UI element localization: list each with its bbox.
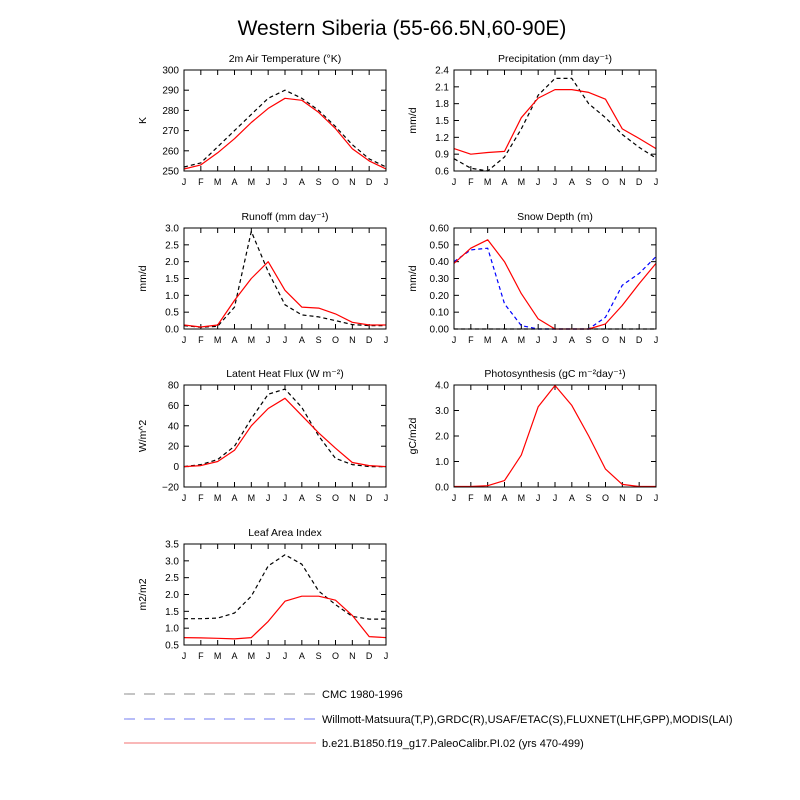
panel-title: Photosynthesis (gC m⁻²day⁻¹) <box>484 368 626 380</box>
panel-1 <box>137 53 388 187</box>
x-tick-label: D <box>635 177 643 187</box>
y-axis-label: mm/d <box>407 107 419 134</box>
x-tick-label: J <box>282 177 288 187</box>
x-tick-label: O <box>331 493 340 503</box>
panel-title: Precipitation (mm day⁻¹) <box>497 53 613 65</box>
plot-frame <box>184 544 386 645</box>
x-tick-label: F <box>198 335 204 345</box>
x-tick-label: J <box>451 335 457 345</box>
y-tick-label: 0.60 <box>429 223 449 235</box>
x-tick-label: S <box>315 493 322 503</box>
y-tick-label: 0.5 <box>165 307 179 319</box>
x-tick-label: D <box>635 493 643 503</box>
panel-title: 2m Air Temperature (°K) <box>228 53 342 65</box>
x-tick-label: O <box>601 335 610 345</box>
x-tick-label: J <box>181 651 187 661</box>
legend <box>124 689 733 750</box>
x-tick-label: J <box>265 651 271 661</box>
panel-3 <box>137 211 388 345</box>
x-tick-label: J <box>265 177 271 187</box>
x-tick-label: F <box>468 335 474 345</box>
y-tick-label: 2.5 <box>165 240 179 252</box>
x-tick-label: N <box>619 493 626 503</box>
x-tick-label: A <box>501 335 508 345</box>
x-tick-label: J <box>282 651 288 661</box>
y-tick-label: 1.5 <box>435 116 449 127</box>
x-tick-label: M <box>213 335 222 345</box>
x-tick-label: J <box>282 493 288 503</box>
x-tick-label: A <box>231 335 238 345</box>
x-tick-label: M <box>213 177 222 187</box>
x-tick-label: A <box>568 493 575 503</box>
panel-7 <box>137 527 388 661</box>
x-tick-label: O <box>331 177 340 187</box>
y-axis-label: mm/d <box>137 265 149 292</box>
x-tick-label: N <box>619 335 626 345</box>
y-tick-label: 2.0 <box>165 257 179 269</box>
x-tick-label: J <box>653 335 659 345</box>
panel-title: Snow Depth (m) <box>517 211 593 223</box>
x-tick-label: O <box>331 335 340 345</box>
legend-label-2: Willmott-Matsuura(T,P),GRDC(R),USAF/ETAC(S),FLUXNET(LHF,GPP),MODIS(LAI) <box>322 714 733 726</box>
x-tick-label: D <box>365 493 373 503</box>
y-tick-label: 0.0 <box>165 324 179 336</box>
x-tick-label: J <box>383 335 389 345</box>
series-line-cmc <box>184 231 386 327</box>
x-tick-label: A <box>231 177 238 187</box>
y-tick-label: 0.0 <box>435 482 449 494</box>
x-tick-label: N <box>349 493 356 503</box>
x-tick-label: D <box>365 335 373 345</box>
y-tick-label: 250 <box>162 166 179 178</box>
x-tick-label: J <box>552 493 558 503</box>
series-line-obs <box>454 248 656 329</box>
y-tick-label: 0.50 <box>429 240 449 252</box>
y-tick-label: 1.0 <box>165 623 179 635</box>
x-tick-label: J <box>383 493 389 503</box>
x-tick-label: S <box>315 177 322 187</box>
y-axis-label: m2/m2 <box>137 578 149 611</box>
x-tick-label: M <box>247 335 256 345</box>
x-tick-label: O <box>601 493 610 503</box>
plot-frame <box>454 385 656 487</box>
plot-frame <box>454 228 656 329</box>
x-tick-label: M <box>247 493 256 503</box>
x-tick-label: A <box>298 177 305 187</box>
x-tick-label: A <box>568 177 575 187</box>
y-axis-label: K <box>137 116 149 125</box>
panel-5 <box>137 368 388 503</box>
x-tick-label: J <box>265 335 271 345</box>
x-tick-label: M <box>247 177 256 187</box>
x-tick-label: A <box>298 651 305 661</box>
y-tick-label: 3.0 <box>165 223 179 235</box>
legend-label-3: b.e21.B1850.f19_g17.PaleoCalibr.PI.02 (yrs 470-499) <box>322 738 584 750</box>
x-tick-label: F <box>468 177 474 187</box>
y-tick-label: 0.40 <box>429 257 449 269</box>
x-tick-label: J <box>383 651 389 661</box>
y-tick-label: 40 <box>167 421 179 433</box>
x-tick-label: D <box>635 335 643 345</box>
x-tick-label: F <box>468 493 474 503</box>
x-tick-label: A <box>231 651 238 661</box>
x-tick-label: J <box>653 177 659 187</box>
y-tick-label: 3.0 <box>435 406 449 417</box>
y-tick-label: 270 <box>162 126 179 138</box>
x-tick-label: J <box>265 493 271 503</box>
panel-title: Runoff (mm day⁻¹) <box>241 211 329 223</box>
x-tick-label: N <box>619 177 626 187</box>
y-tick-label: 2.5 <box>165 573 179 585</box>
x-tick-label: F <box>198 493 204 503</box>
x-tick-label: M <box>517 335 526 345</box>
x-tick-label: J <box>552 335 558 345</box>
y-tick-label: 290 <box>162 85 179 97</box>
y-tick-label: 1.0 <box>165 290 179 302</box>
y-tick-label: 4.0 <box>435 380 449 392</box>
legend-label-1: CMC 1980-1996 <box>322 689 403 701</box>
x-tick-label: A <box>568 335 575 345</box>
panels-group <box>137 53 658 661</box>
panel-title: Leaf Area Index <box>248 527 322 539</box>
x-tick-label: O <box>331 651 340 661</box>
y-axis-label: gC/m2d <box>407 417 419 455</box>
series-line-model <box>454 240 656 329</box>
series-line-model <box>184 262 386 327</box>
x-tick-label: M <box>483 335 492 345</box>
y-tick-label: 1.8 <box>435 99 449 111</box>
y-tick-label: 0.00 <box>429 324 449 336</box>
x-tick-label: J <box>552 177 558 187</box>
x-tick-label: J <box>535 335 541 345</box>
x-tick-label: S <box>315 651 322 661</box>
y-tick-label: 0.5 <box>165 640 179 652</box>
x-tick-label: J <box>535 493 541 503</box>
series-line-model <box>454 386 656 487</box>
series-line-model <box>184 398 386 466</box>
series-line-model <box>454 90 656 155</box>
series-line-cmc <box>454 78 656 171</box>
x-tick-label: J <box>181 177 187 187</box>
x-tick-label: M <box>517 177 526 187</box>
y-tick-label: 0.30 <box>429 274 449 285</box>
plot-frame <box>184 228 386 329</box>
plot-frame <box>454 70 656 171</box>
panel-6 <box>407 368 658 503</box>
panel-title: Latent Heat Flux (W m⁻²) <box>226 368 344 380</box>
x-tick-label: S <box>315 335 322 345</box>
x-tick-label: S <box>585 493 592 503</box>
x-tick-label: N <box>349 651 356 661</box>
x-tick-label: A <box>298 335 305 345</box>
y-tick-label: 1.2 <box>435 132 449 144</box>
x-tick-label: N <box>349 335 356 345</box>
y-tick-label: 280 <box>162 105 179 117</box>
y-tick-label: 3.0 <box>165 556 179 568</box>
y-tick-label: 0.6 <box>435 166 449 178</box>
x-tick-label: M <box>483 177 492 187</box>
y-tick-label: 2.4 <box>435 65 449 77</box>
x-tick-label: J <box>451 177 457 187</box>
x-tick-label: M <box>517 493 526 503</box>
panel-4 <box>407 211 658 345</box>
y-tick-label: 0.10 <box>429 307 449 319</box>
y-tick-label: 80 <box>167 380 179 392</box>
x-tick-label: M <box>247 651 256 661</box>
x-tick-label: N <box>349 177 356 187</box>
x-tick-label: J <box>653 493 659 503</box>
y-tick-label: 1.5 <box>165 606 179 618</box>
x-tick-label: J <box>181 335 187 345</box>
x-tick-label: A <box>231 493 238 503</box>
y-tick-label: 2.1 <box>435 82 449 94</box>
series-line-cmc <box>184 555 386 619</box>
series-line-cmc <box>184 389 386 467</box>
x-tick-label: D <box>365 651 373 661</box>
y-axis-label: W/m^2 <box>137 419 149 453</box>
x-tick-label: S <box>585 177 592 187</box>
y-tick-label: 0 <box>173 462 179 474</box>
y-tick-label: 0.20 <box>429 290 449 302</box>
x-tick-label: J <box>451 493 457 503</box>
x-tick-label: A <box>501 177 508 187</box>
x-tick-label: A <box>501 493 508 503</box>
x-tick-label: S <box>585 335 592 345</box>
x-tick-label: D <box>365 177 373 187</box>
y-axis-label: mm/d <box>407 265 419 292</box>
x-tick-label: M <box>483 493 492 503</box>
x-tick-label: J <box>181 493 187 503</box>
y-tick-label: 1.0 <box>435 457 449 468</box>
x-tick-label: J <box>535 177 541 187</box>
x-tick-label: J <box>282 335 288 345</box>
x-tick-label: M <box>213 651 222 661</box>
x-tick-label: F <box>198 651 204 661</box>
y-tick-label: 60 <box>167 400 179 412</box>
y-tick-label: 2.0 <box>435 431 449 443</box>
plot-frame <box>184 385 386 487</box>
x-tick-label: J <box>383 177 389 187</box>
y-tick-label: 20 <box>167 441 179 453</box>
y-tick-label: 2.0 <box>165 590 179 601</box>
x-tick-label: O <box>601 177 610 187</box>
x-tick-label: F <box>198 177 204 187</box>
y-tick-label: 260 <box>162 146 179 158</box>
page-title: Western Siberia (55-66.5N,60-90E) <box>237 17 567 40</box>
y-tick-label: 3.5 <box>165 539 179 551</box>
y-tick-label: 300 <box>162 65 179 77</box>
y-tick-label: 1.5 <box>165 274 179 285</box>
y-tick-label: 0.9 <box>435 149 449 161</box>
y-tick-label: −20 <box>162 482 179 494</box>
panel-2 <box>407 53 658 187</box>
x-tick-label: A <box>298 493 305 503</box>
x-tick-label: M <box>213 493 222 503</box>
series-line-model <box>184 98 386 169</box>
